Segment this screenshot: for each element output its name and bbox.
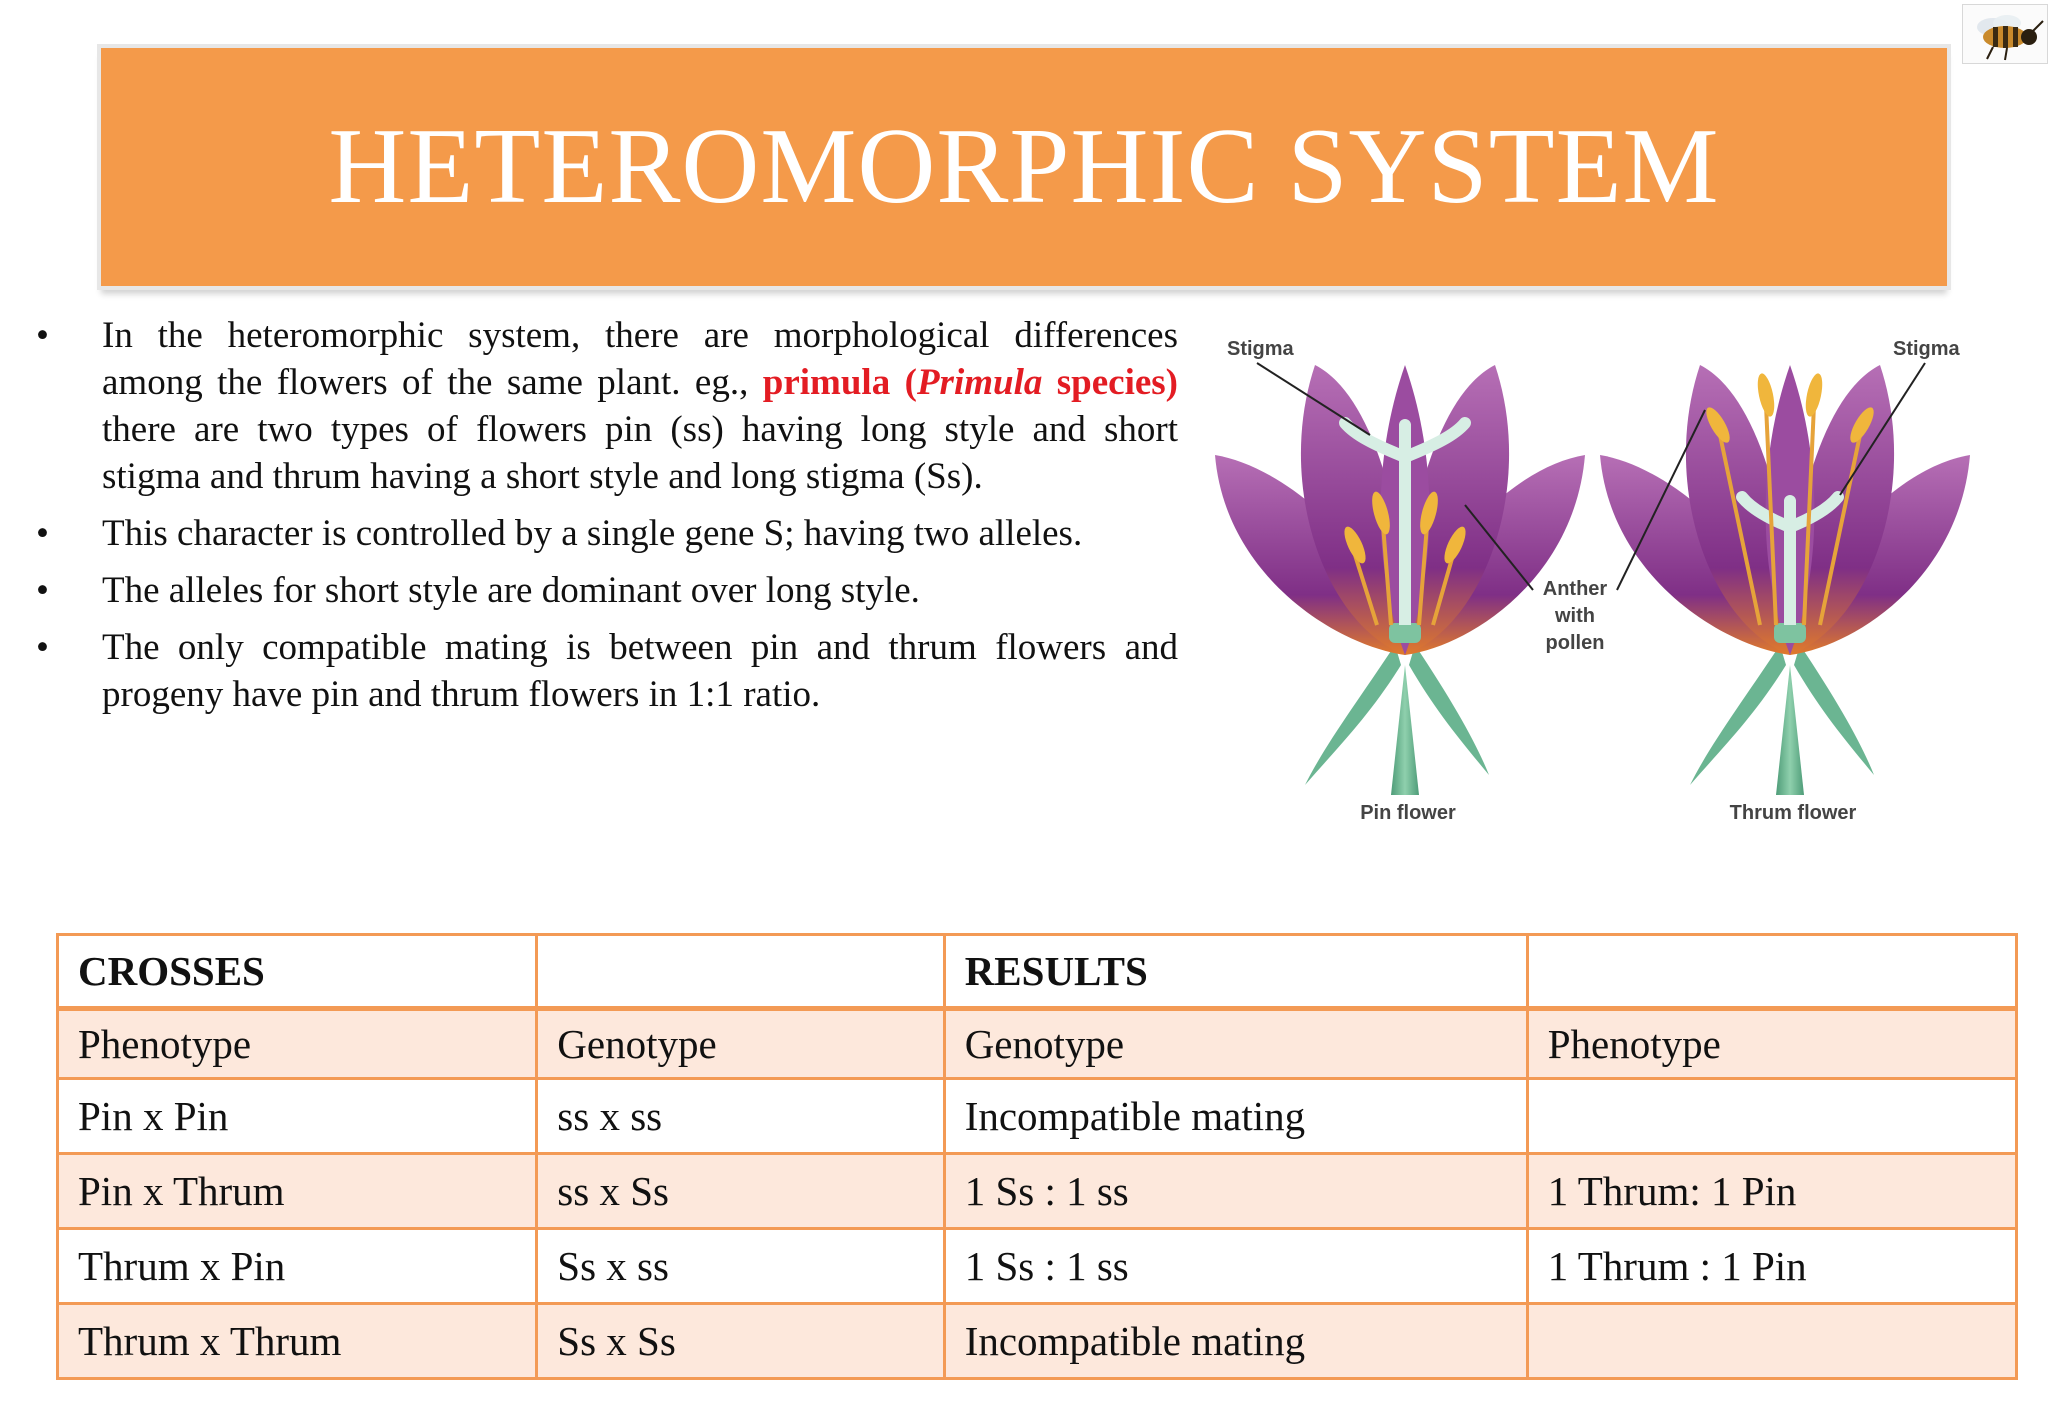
table-subheader-row [58,1009,2017,1079]
table-cell: Ss x Ss [537,1304,944,1379]
pin-flower [1215,365,1585,795]
table-header-cell [1527,935,2016,1009]
slide-title: HETEROMORPHIC SYSTEM [328,107,1720,226]
label-stigma-pin: Stigma [1227,338,1294,360]
bullet-marker: • [36,513,49,554]
table-subheader-cell: Genotype [944,1009,1527,1079]
label-stigma-thrum: Stigma [1893,338,1960,360]
table-subheader-cell: Genotype [537,1009,944,1079]
thrum-flower [1600,365,1970,795]
title-banner [101,48,1947,286]
table-cell: Pin x Pin [58,1079,537,1154]
table-subheader-cell: Phenotype [1527,1009,2016,1079]
table-cell: ss x Ss [537,1154,944,1229]
bullet-text: The only compatible mating is between pin and thrum flowers and progeny have pin and thrum flowers in 1:1 ratio. [102,627,1178,715]
bullet-list [30,312,1178,728]
table-cell: Ss x ss [537,1229,944,1304]
bullet-text: This character is controlled by a single gene S; having two alleles. [102,513,1083,554]
label-pin-flower: Pin flower [1360,802,1456,824]
bullet-text: The alleles for short style are dominant over long style. [102,570,920,611]
table-cell: Pin x Thrum [58,1154,537,1229]
table-header-cell: CROSSES [58,935,537,1009]
table-header-row [58,935,2017,1009]
table-header-cell [537,935,944,1009]
bullet-item [30,510,1178,557]
table-row [58,1304,2017,1379]
table-cell: ss x ss [537,1079,944,1154]
bullet-marker: • [36,570,49,611]
table-cell [1527,1304,2016,1379]
label-thrum-flower: Thrum flower [1729,802,1857,824]
bee-icon [1962,4,2048,64]
table-cell: Thrum x Thrum [58,1304,537,1379]
flower-diagram [1205,325,1975,830]
table-cell: Thrum x Pin [58,1229,537,1304]
crosses-table [56,933,2018,1380]
table-cell [1527,1079,2016,1154]
bullet-marker: • [36,315,49,356]
table-cell: 1 Ss : 1 ss [944,1154,1527,1229]
bullet-text: In the heteromorphic system, there are morphological differences among the flowers of the same plant. eg., primula (Primula species) there are two types of flowers pin (ss) having long style and short stigma and thrum having a short style and long stigma (Ss). [102,315,1178,497]
table-cell: 1 Thrum : 1 Pin [1527,1229,2016,1304]
bullet-item [30,567,1178,614]
table-cell: 1 Ss : 1 ss [944,1229,1527,1304]
table-row [58,1154,2017,1229]
bullet-item [30,624,1178,718]
label-anther-line3: pollen [1545,632,1605,654]
table-cell: Incompatible mating [944,1304,1527,1379]
table-row [58,1079,2017,1154]
bullet-marker: • [36,627,49,668]
label-anther-line2: with [1555,605,1595,627]
table-cell: Incompatible mating [944,1079,1527,1154]
table-cell: 1 Thrum: 1 Pin [1527,1154,2016,1229]
label-anther-line1: Anther [1542,578,1608,600]
table-row [58,1229,2017,1304]
bullet-item [30,312,1178,500]
table-header-cell: RESULTS [944,935,1527,1009]
table-subheader-cell: Phenotype [58,1009,537,1079]
